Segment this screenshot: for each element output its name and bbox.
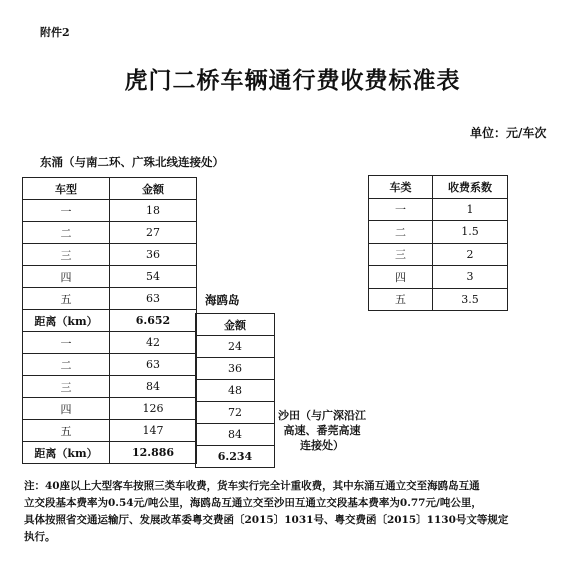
table-row — [23, 332, 197, 354]
table-cell: 五 — [23, 288, 110, 310]
table-cell: 一 — [23, 200, 110, 222]
toll-amount-table-right — [195, 313, 275, 468]
table-cell: 三 — [369, 243, 433, 266]
unit-label: 单位：元/车次 — [470, 126, 547, 140]
table-cell: 2 — [433, 243, 508, 266]
table-header-row — [196, 314, 275, 336]
footnote-line: 注：40座以上大型客车按照三类车收费，货车实行完全计重收费，其中东涌互通立交至海鸥岛互通 — [24, 480, 480, 492]
table-cell: 四 — [369, 266, 433, 289]
table-cell: 四 — [23, 398, 110, 420]
table-cell: 54 — [110, 266, 197, 288]
table-row — [196, 380, 275, 402]
table-row — [23, 376, 197, 398]
table-row — [23, 398, 197, 420]
table-row — [23, 200, 197, 222]
table-cell: 1.5 — [433, 221, 508, 244]
header-cell: 金额 — [110, 178, 197, 200]
table-cell: 五 — [23, 420, 110, 442]
table-cell: 63 — [110, 354, 197, 376]
header-cell: 车类 — [369, 176, 433, 199]
table-cell: 一 — [369, 198, 433, 221]
shatian-label-line: 高速、番莞高速 — [283, 424, 361, 437]
table-cell: 72 — [196, 402, 275, 424]
table-cell: 12.886 — [110, 442, 197, 464]
table-cell: 126 — [110, 398, 197, 420]
table-row — [369, 266, 508, 289]
table-cell: 63 — [110, 288, 197, 310]
toll-coefficient-table — [368, 175, 508, 311]
table-cell: 距离（km） — [23, 442, 110, 464]
table-row — [196, 336, 275, 358]
table-cell: 一 — [23, 332, 110, 354]
table-row — [23, 420, 197, 442]
table-cell: 3 — [433, 266, 508, 289]
footnote-line: 执行。 — [24, 531, 56, 543]
shatian-label-line: 连接处） — [300, 439, 344, 452]
header-cell: 车型 — [23, 178, 110, 200]
dongyong-label: 东涌（与南二环、广珠北线连接处） — [40, 155, 224, 169]
table-cell: 二 — [369, 221, 433, 244]
header-cell: 金额 — [196, 314, 275, 336]
table-row — [196, 424, 275, 446]
table-cell: 147 — [110, 420, 197, 442]
footnote-line: 具体按照省交通运输厅、发展改革委粤交费函〔2015〕1031号、粤交费函〔2015〕1130号文等规定 — [24, 514, 509, 526]
footnote-line: 立交段基本费率为0.54元/吨公里，海鸥岛互通立交至沙田互通立交段基本费率为0.77元/吨公里， — [24, 497, 482, 509]
table-cell: 三 — [23, 244, 110, 266]
table-cell: 距离（km） — [23, 310, 110, 332]
table-cell: 27 — [110, 222, 197, 244]
table-row — [196, 402, 275, 424]
table-cell: 四 — [23, 266, 110, 288]
table-header-row — [23, 178, 197, 200]
table-cell: 24 — [196, 336, 275, 358]
table-row — [369, 221, 508, 244]
shatian-label-line: 沙田（与广深沿江 — [278, 409, 366, 422]
table-row — [23, 266, 197, 288]
table-cell: 48 — [196, 380, 275, 402]
header-cell: 收费系数 — [433, 176, 508, 199]
table-cell: 6.234 — [196, 446, 275, 468]
table-cell: 36 — [110, 244, 197, 266]
table-cell: 二 — [23, 354, 110, 376]
table-cell: 6.652 — [110, 310, 197, 332]
table-header-row — [369, 176, 508, 199]
table-row — [23, 442, 197, 464]
table-cell: 二 — [23, 222, 110, 244]
table-cell: 84 — [110, 376, 197, 398]
shatian-label — [272, 408, 372, 453]
table-row — [23, 244, 197, 266]
haiou-label: 海鸥岛 — [205, 293, 240, 307]
table-cell: 42 — [110, 332, 197, 354]
attachment-label: 附件2 — [40, 26, 70, 39]
footnote — [24, 478, 564, 546]
table-row — [369, 198, 508, 221]
table-row — [369, 243, 508, 266]
table-row — [23, 354, 197, 376]
toll-amount-table-left — [22, 177, 197, 464]
table-cell: 84 — [196, 424, 275, 446]
table-row — [196, 446, 275, 468]
table-cell: 36 — [196, 358, 275, 380]
table-row — [369, 288, 508, 311]
table-row — [196, 358, 275, 380]
table-row — [23, 222, 197, 244]
table-cell: 1 — [433, 198, 508, 221]
table-cell: 五 — [369, 288, 433, 311]
document-title: 虎门二桥车辆通行费收费标准表 — [124, 67, 461, 94]
table-row — [23, 288, 197, 310]
table-cell: 18 — [110, 200, 197, 222]
table-row — [23, 310, 197, 332]
table-cell: 3.5 — [433, 288, 508, 311]
table-cell: 三 — [23, 376, 110, 398]
